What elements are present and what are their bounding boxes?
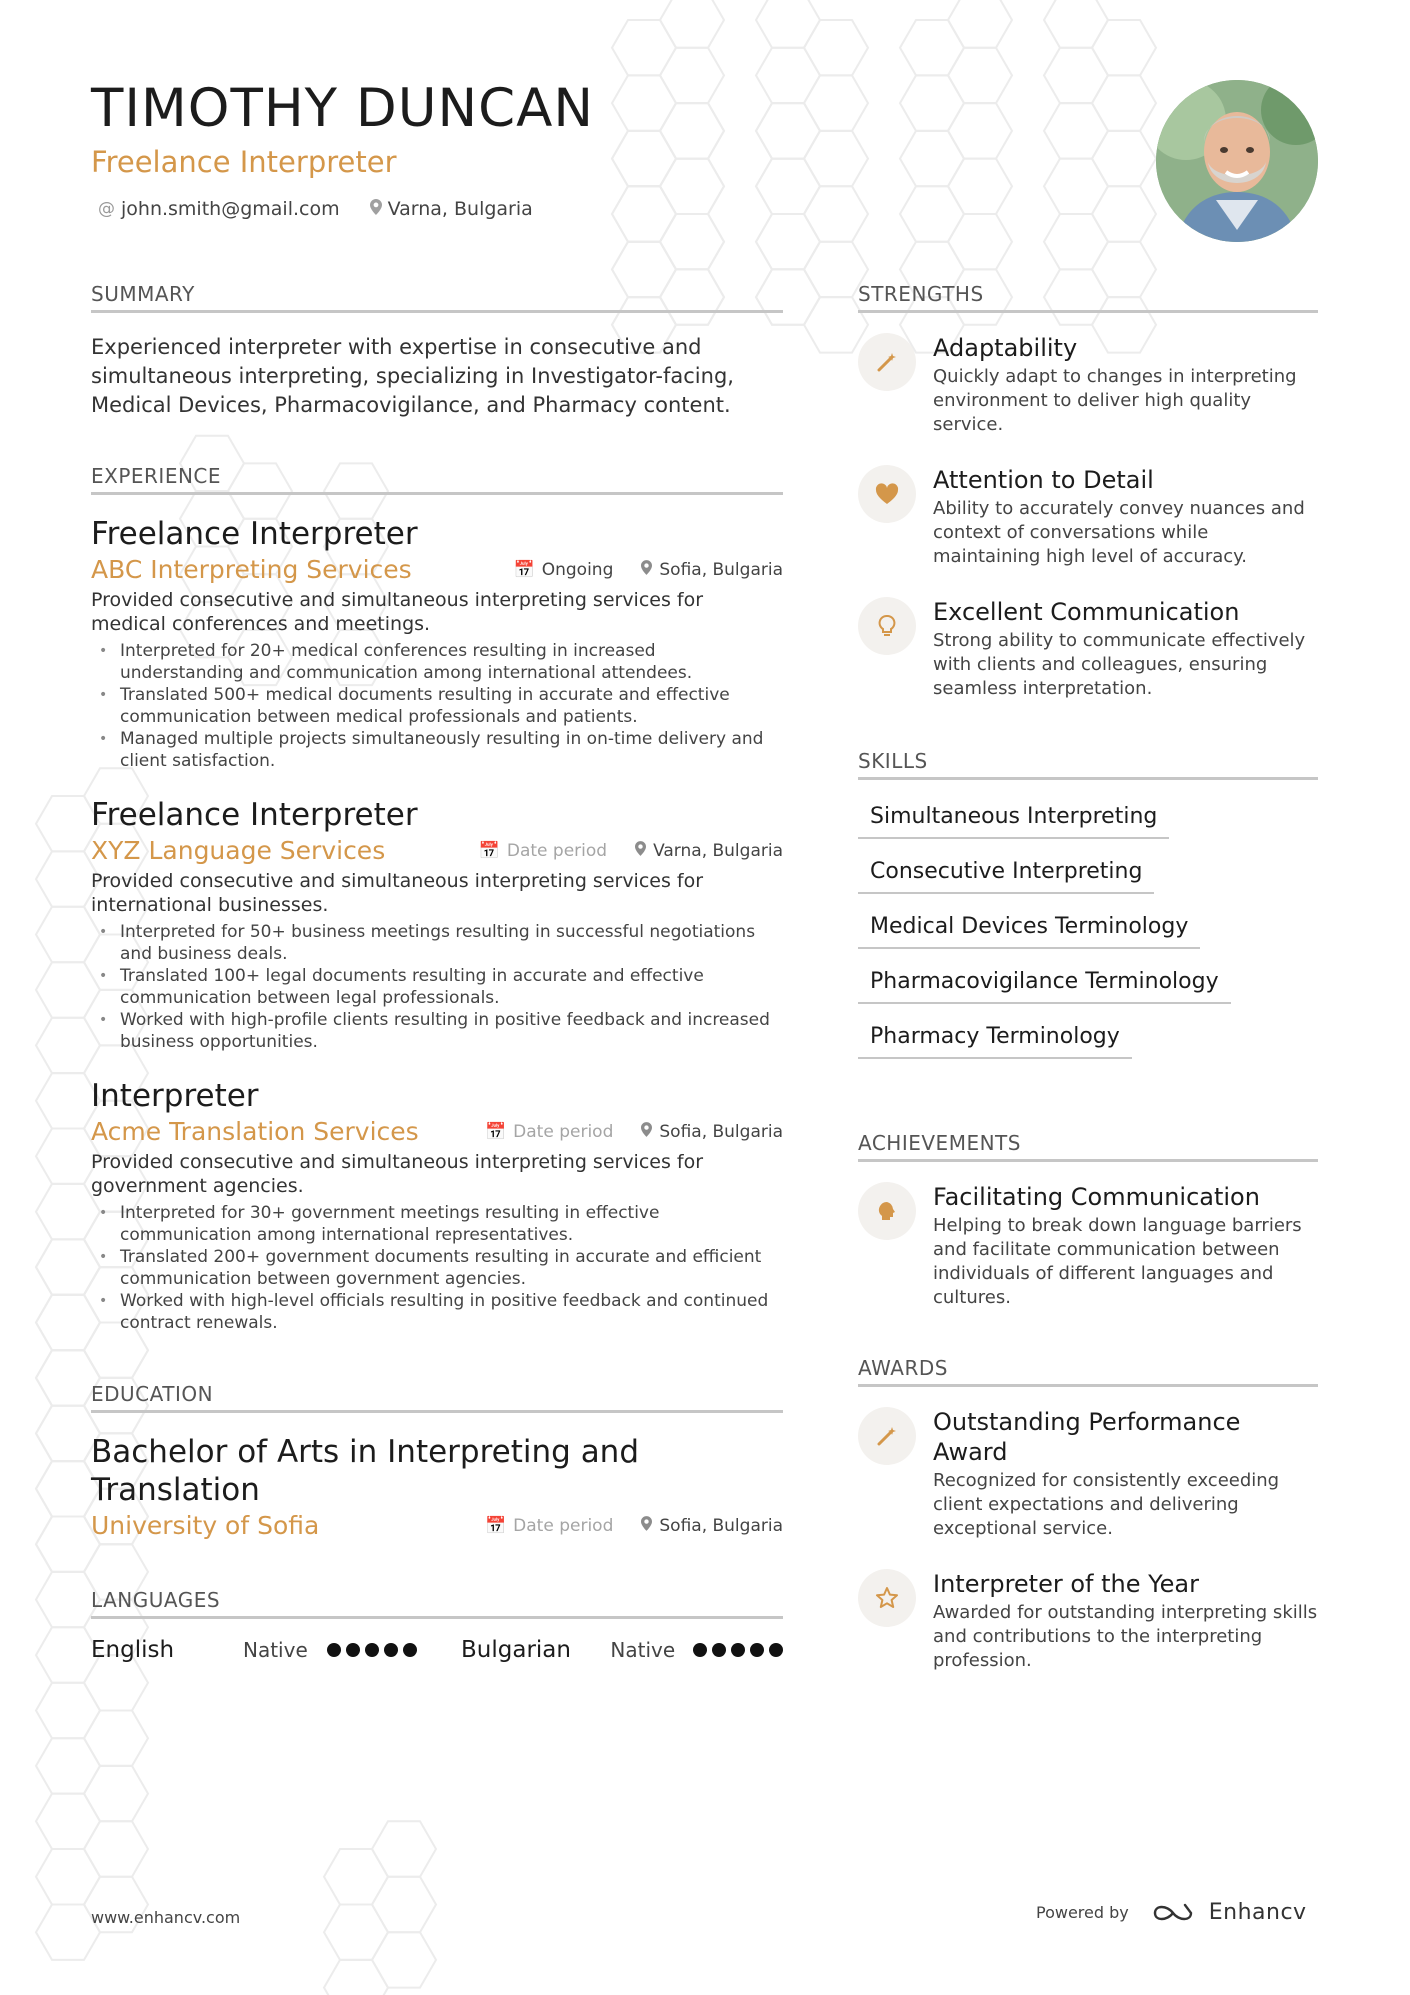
powered-by-label: Powered by (1036, 1903, 1129, 1922)
experience-item (91, 796, 783, 1053)
email-text: john.smith@gmail.com (121, 198, 340, 220)
education-item (91, 1433, 783, 1540)
experience-role: Interpreter (91, 1078, 259, 1114)
location-pin-icon (641, 1516, 652, 1536)
education-meta (91, 1511, 783, 1540)
strength-description: Ability to accurately convey nuances and context of conversations while maintaining high level of accuracy. (933, 498, 1305, 567)
location-text: Varna, Bulgaria (387, 198, 533, 220)
language-name: Bulgarian (461, 1637, 571, 1663)
strength-description: Quickly adapt to changes in interpreting environment to deliver high quality service. (933, 366, 1297, 435)
calendar-icon: 📅 (513, 559, 535, 580)
proficiency-dot (712, 1643, 726, 1657)
location-text: Sofia, Bulgaria (659, 1121, 783, 1142)
experience-item (91, 515, 783, 772)
list-item: • Interpreted for 50+ business meetings resulting in successful negotiations and business deals. (91, 921, 783, 965)
strengths-section (858, 282, 1318, 701)
language-item (461, 1637, 783, 1663)
skill-tag: Pharmacovigilance Terminology (858, 959, 1231, 1004)
location-pin-icon (641, 560, 652, 580)
calendar-icon: 📅 (485, 1121, 507, 1142)
location-pin-icon (635, 841, 646, 861)
lightbulb-icon (858, 597, 916, 655)
list-item: • Managed multiple projects simultaneously resulting in on-time delivery and client satisfaction. (91, 728, 783, 772)
candidate-name: TIMOTHY DUNCAN (91, 78, 595, 139)
strength-item (858, 465, 1318, 569)
location-pin-icon (370, 199, 382, 220)
experience-date (479, 841, 607, 861)
experience-company: ABC Interpreting Services (91, 555, 412, 584)
list-item: • Interpreted for 30+ government meetings resulting in effective communication among international representatives. (91, 1202, 783, 1246)
experience-date-location (479, 841, 783, 861)
achievements-section (858, 1131, 1318, 1310)
email-contact[interactable] (98, 198, 340, 220)
at-sign-icon: @ (98, 199, 115, 219)
star-icon (858, 1569, 916, 1627)
strength-title: Excellent Communication (933, 598, 1240, 626)
language-level: Native (610, 1638, 676, 1662)
experience-description: Provided consecutive and simultaneous interpreting services for international businesses. (91, 870, 704, 916)
experience-role: Freelance Interpreter (91, 516, 418, 552)
list-item: • Worked with high-profile clients resulting in positive feedback and increased business opportunities. (91, 1009, 783, 1053)
experience-meta (91, 1117, 783, 1146)
strength-item (858, 333, 1318, 437)
experience-date (514, 560, 614, 580)
proficiency-dot (327, 1643, 341, 1657)
education-degree: Bachelor of Arts in Interpreting and Translation (91, 1434, 640, 1508)
strengths-heading: STRENGTHS (858, 282, 1318, 313)
education-school: University of Sofia (91, 1511, 320, 1540)
footer-branding (1036, 1900, 1307, 1925)
list-item: • Translated 200+ government documents resulting in accurate and efficient communication between government agencies. (91, 1246, 783, 1290)
proficiency-dots (693, 1643, 783, 1657)
experience-item (91, 1077, 783, 1334)
location-pin-icon (641, 1122, 652, 1142)
experience-section (91, 464, 783, 1334)
brand-name: Enhancv (1208, 1900, 1307, 1925)
experience-bullets (91, 1202, 783, 1334)
calendar-icon: 📅 (478, 840, 500, 861)
experience-bullets (91, 640, 783, 772)
location-contact (370, 198, 533, 220)
proficiency-dot (346, 1643, 360, 1657)
proficiency-dot (769, 1643, 783, 1657)
experience-location (641, 1122, 783, 1142)
experience-location (641, 560, 783, 580)
experience-heading: EXPERIENCE (91, 464, 783, 495)
strength-item (858, 597, 1318, 701)
experience-description: Provided consecutive and simultaneous interpreting services for medical conferences and meetings. (91, 589, 704, 635)
date-text: Ongoing (541, 559, 614, 580)
award-title: Outstanding Performance Award (933, 1408, 1241, 1466)
education-date (485, 1516, 613, 1536)
list-item: • Translated 500+ medical documents resulting in accurate and effective communication between medical professionals and patients. (91, 684, 783, 728)
language-item (91, 1637, 461, 1663)
list-item: • Interpreted for 20+ medical conferences resulting in increased understanding and communication among international attendees. (91, 640, 783, 684)
experience-description: Provided consecutive and simultaneous interpreting services for government agencies. (91, 1151, 704, 1197)
magic-wand-icon (858, 1407, 916, 1465)
award-description: Awarded for outstanding interpreting skills and contributions to the interpreting profession. (933, 1602, 1318, 1671)
experience-meta (91, 555, 783, 584)
experience-company: XYZ Language Services (91, 836, 386, 865)
proficiency-dot (750, 1643, 764, 1657)
date-text: Date period (506, 840, 608, 861)
achievement-item (858, 1182, 1318, 1310)
proficiency-dot (403, 1643, 417, 1657)
education-location (641, 1516, 783, 1536)
summary-heading: SUMMARY (91, 282, 783, 313)
skills-heading: SKILLS (858, 749, 1318, 780)
awards-section (858, 1356, 1318, 1673)
achievement-title: Facilitating Communication (933, 1183, 1260, 1211)
skill-tag: Simultaneous Interpreting (858, 794, 1169, 839)
date-text: Date period (513, 1121, 614, 1142)
experience-company: Acme Translation Services (91, 1117, 419, 1146)
skill-tag: Consecutive Interpreting (858, 849, 1154, 894)
achievement-description: Helping to break down language barriers and facilitate communication between individuals of different languages and cultures. (933, 1215, 1302, 1308)
strength-description: Strong ability to communicate effectively with clients and colleagues, ensuring seamless interpretation. (933, 630, 1306, 699)
summary-section (91, 282, 783, 420)
location-text: Sofia, Bulgaria (659, 1515, 783, 1536)
skill-tag: Medical Devices Terminology (858, 904, 1200, 949)
profile-photo (1156, 80, 1318, 242)
strength-title: Adaptability (933, 334, 1078, 362)
proficiency-dot (384, 1643, 398, 1657)
skills-list (858, 794, 1318, 1069)
list-item: • Translated 100+ legal documents resulting in accurate and effective communication between legal professionals. (91, 965, 783, 1009)
proficiency-dot (365, 1643, 379, 1657)
languages-heading: LANGUAGES (91, 1588, 783, 1619)
experience-date-location (485, 1122, 783, 1142)
award-item (858, 1407, 1318, 1541)
education-section (91, 1382, 783, 1540)
calendar-icon: 📅 (485, 1515, 507, 1536)
heart-icon (858, 465, 916, 523)
head-icon (858, 1182, 916, 1240)
brand-logo[interactable] (1151, 1900, 1307, 1925)
language-level: Native (243, 1638, 308, 1662)
experience-location (635, 841, 783, 861)
proficiency-dot (731, 1643, 745, 1657)
right-column (858, 282, 1318, 1673)
skills-section (858, 749, 1318, 1069)
location-text: Varna, Bulgaria (653, 840, 783, 861)
location-text: Sofia, Bulgaria (659, 559, 783, 580)
education-date-location (485, 1516, 783, 1536)
left-column (91, 282, 783, 1663)
award-title: Interpreter of the Year (933, 1570, 1199, 1598)
summary-text: Experienced interpreter with expertise in consecutive and simultaneous interpreting, specializing in Investigator-facing, Medical Devices, Pharmacovigilance, and Pharmacy content. (91, 335, 734, 417)
candidate-role: Freelance Interpreter (91, 145, 397, 179)
language-name: English (91, 1637, 175, 1663)
awards-heading: AWARDS (858, 1356, 1318, 1387)
award-item (858, 1569, 1318, 1673)
enhancv-logo-icon (1151, 1901, 1197, 1925)
list-item: • Worked with high-level officials resulting in positive feedback and continued contract renewals. (91, 1290, 783, 1334)
contact-info (98, 198, 533, 220)
languages-section (91, 1588, 783, 1663)
strength-title: Attention to Detail (933, 466, 1154, 494)
skill-tag: Pharmacy Terminology (858, 1014, 1132, 1059)
footer-website[interactable]: www.enhancv.com (91, 1908, 241, 1927)
experience-meta (91, 836, 783, 865)
experience-date (485, 1122, 613, 1142)
experience-role: Freelance Interpreter (91, 797, 418, 833)
languages-list (91, 1637, 783, 1663)
award-description: Recognized for consistently exceeding client expectations and delivering exceptional service. (933, 1470, 1280, 1539)
proficiency-dot (693, 1643, 707, 1657)
experience-bullets (91, 921, 783, 1053)
experience-date-location (514, 560, 783, 580)
magic-wand-icon (858, 333, 916, 391)
achievements-heading: ACHIEVEMENTS (858, 1131, 1318, 1162)
proficiency-dots (327, 1643, 417, 1657)
date-text: Date period (513, 1515, 614, 1536)
education-heading: EDUCATION (91, 1382, 783, 1413)
